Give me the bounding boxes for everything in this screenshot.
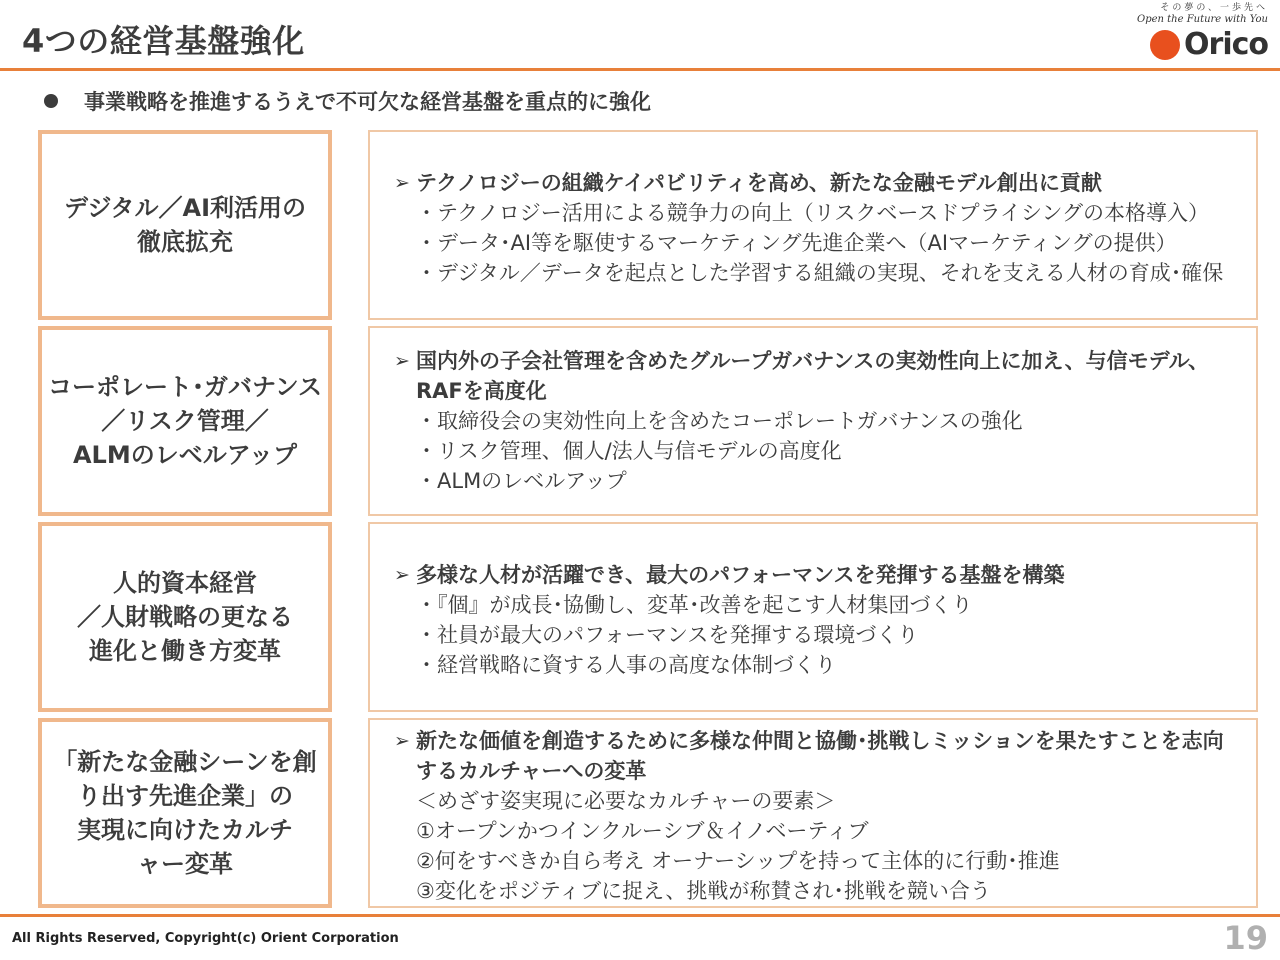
strategy-item: ①オープンかつインクルーシブ＆イノベーティブ (416, 819, 869, 843)
page-number: 19 (1223, 919, 1268, 957)
logo-circle-icon (1150, 30, 1180, 60)
strategy-item: ・『個』が成長･協働し、変革･改善を起こす人材集団づくり (416, 593, 973, 617)
strategy-heading-text: 国内外の子会社管理を含めたグループガバナンスの実効性向上に加え、与信モデル、RAFを高度化 (416, 349, 1209, 403)
strategy-row (38, 326, 1260, 516)
bullet-icon (44, 94, 58, 108)
strategy-heading (394, 726, 1242, 786)
strategy-heading (394, 560, 1242, 590)
arrow-bullet-icon: ➢ (394, 564, 410, 586)
logo-wordmark: Orico (1184, 27, 1268, 62)
strategy-detail-box (368, 326, 1258, 516)
strategy-label-box (38, 718, 332, 908)
strategy-row (38, 522, 1260, 712)
strategy-label: 「新たな金融シーンを創 り出す先進企業」の 実現に向けたカルチ ャー変革 (53, 748, 317, 878)
copyright-text: All Rights Reserved, Copyright(c) Orient Corporation (12, 931, 399, 946)
strategy-heading (394, 346, 1242, 406)
page-title: 4つの経営基盤強化 (22, 22, 305, 60)
strategy-item: ・リスク管理、個人/法人与信モデルの高度化 (416, 439, 842, 463)
strategy-item: ＜めざす姿実現に必要なカルチャーの要素＞ (416, 789, 836, 813)
arrow-bullet-icon: ➢ (394, 172, 410, 194)
strategy-item: ・データ･AI等を駆使するマーケティング先進企業へ（AIマーケティングの提供） (416, 231, 1177, 255)
strategy-label-box (38, 326, 332, 516)
strategy-item: ・経営戦略に資する人事の高度な体制づくり (416, 653, 836, 677)
strategy-label: デジタル／AI利活用の 徹底拡充 (63, 194, 307, 256)
strategy-heading-text: 多様な人材が活躍でき、最大のパフォーマンスを発揮する基盤を構築 (416, 563, 1065, 587)
subtitle (44, 86, 651, 116)
subtitle-text: 事業戦略を推進するうえで不可欠な経営基盤を重点的に強化 (84, 90, 651, 114)
strategy-detail-box (368, 522, 1258, 712)
arrow-bullet-icon: ➢ (394, 730, 410, 752)
strategy-label: 人的資本経営 ／人財戦略の更なる 進化と働き方変革 (77, 569, 293, 665)
logo-mark (1108, 28, 1268, 62)
strategy-heading (394, 168, 1242, 198)
footer-divider (0, 914, 1280, 917)
strategy-heading-text: テクノロジーの組織ケイパビリティを高め、新たな金融モデル創出に貢献 (416, 171, 1102, 195)
header-divider (0, 68, 1280, 71)
strategy-row (38, 130, 1260, 320)
strategy-label: コーポレート･ガバナンス ／リスク管理／ ALMのレベルアップ (47, 373, 323, 469)
strategy-item: ・ALMのレベルアップ (416, 469, 627, 493)
strategy-detail-box (368, 130, 1258, 320)
strategy-row (38, 718, 1260, 908)
strategy-label-box (38, 522, 332, 712)
logo-tagline-jp: その夢の、一歩先へ (1160, 3, 1268, 13)
arrow-bullet-icon: ➢ (394, 350, 410, 372)
strategy-item: ・デジタル／データを起点とした学習する組織の実現、それを支える人材の育成･確保 (416, 261, 1224, 285)
strategy-heading-text: 新たな価値を創造するために多様な仲間と協働･挑戦しミッションを果たすことを志向するカルチャーへの変革 (416, 729, 1224, 783)
strategy-item: ③変化をポジティブに捉え、挑戦が称賛され･挑戦を競い合う (416, 879, 991, 903)
orico-logo (1108, 2, 1268, 66)
strategy-label-box (38, 130, 332, 320)
strategy-item: ・取締役会の実効性向上を含めたコーポレートガバナンスの強化 (416, 409, 1023, 433)
strategy-item: ・テクノロジー活用による競争力の向上（リスクベースドプライシングの本格導入） (416, 201, 1210, 225)
strategy-detail-box (368, 718, 1258, 908)
strategy-item: ・社員が最大のパフォーマンスを発揮する環境づくり (416, 623, 919, 647)
logo-tagline-en: Open the Future with You (1137, 14, 1268, 25)
strategy-item: ②何をすべきか自ら考え オーナーシップを持って主体的に行動･推進 (416, 849, 1060, 873)
